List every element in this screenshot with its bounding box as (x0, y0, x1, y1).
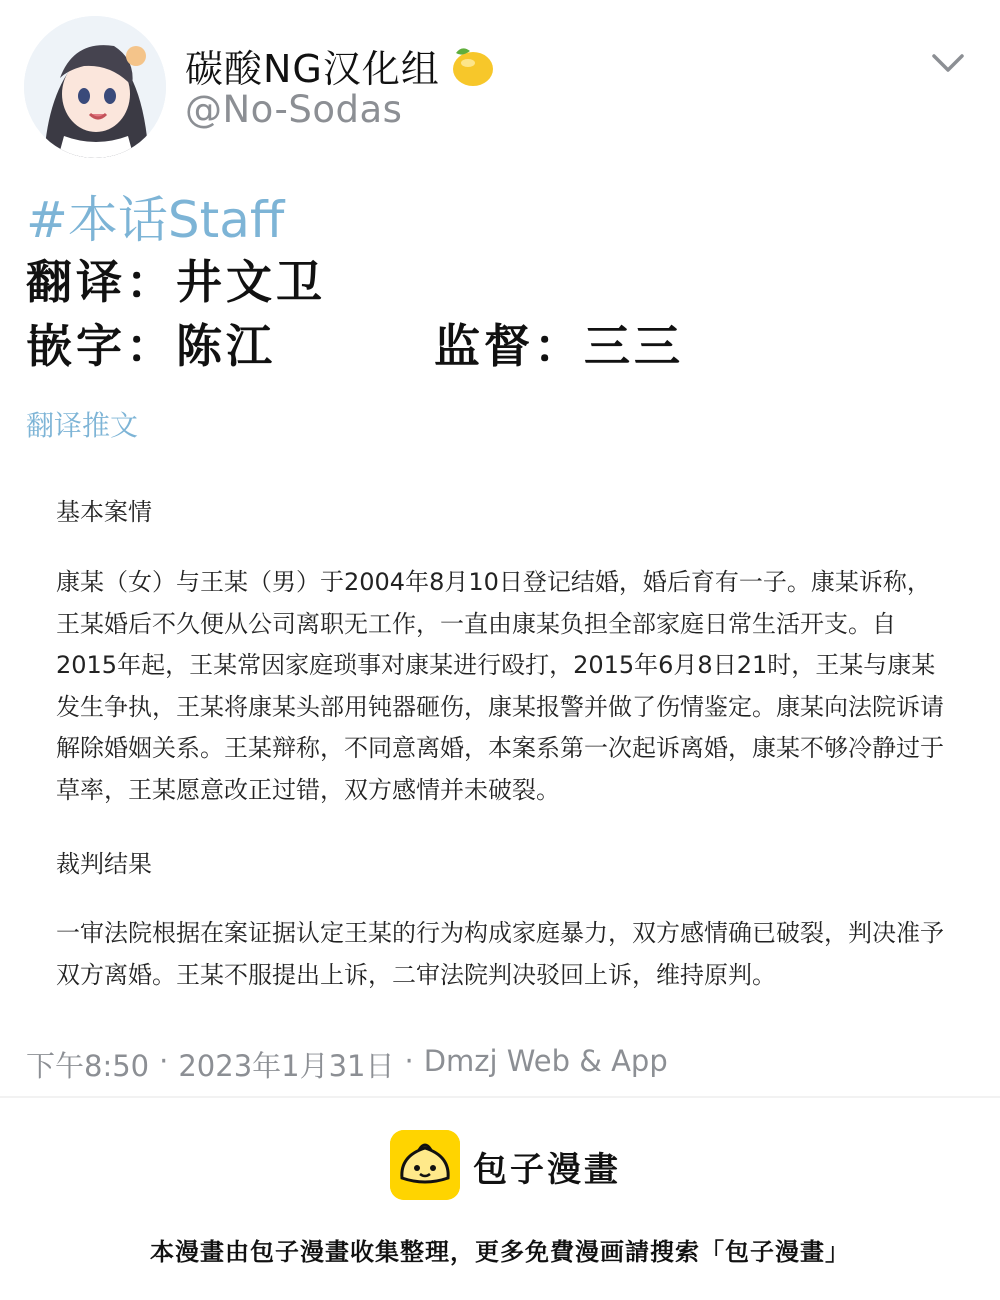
tweet-date[interactable]: 2023年1月31日 (178, 1049, 395, 1083)
tweet-meta (26, 1044, 668, 1085)
baozi-logo-icon[interactable] (390, 1130, 460, 1200)
meta-separator: · (404, 1044, 414, 1078)
anime-girl-avatar (24, 16, 166, 158)
name-line (185, 38, 496, 93)
display-name[interactable]: 碳酸NG汉化组 (185, 47, 440, 91)
meta-separator: · (159, 1044, 169, 1078)
case-heading: 基本案情 (56, 498, 152, 526)
tweet-source: Dmzj Web & App (423, 1044, 668, 1078)
tweet-time[interactable]: 下午8:50 (26, 1049, 150, 1083)
avatar[interactable] (24, 16, 166, 158)
judgment-paragraph: 一审法院根据在案证据认定王某的行为构成家庭暴力，双方感情确已破裂，判决准予双方离婚。王某不服提出上诉，二审法院判决驳回上诉，维持原判。 (56, 919, 944, 989)
case-paragraph: 康某（女）与王某（男）于2004年8月10日登记结婚，婚后育有一子。康某诉称，王某婚后不久便从公司离职无工作，一直由康某负担全部家庭日常生活开支。自2015年起，王某常因家庭琐事对康某进行殴打，2015年6月8日21时，王某与康某发生争执，王某将康某头部用钝器砸伤，康某报警并做了伤情鉴定。康某向法院诉请解除婚姻关系。王某辩称，不同意离婚，本案系第一次起诉离婚，康某不够冷静过于草率，王某愿意改正过错，双方感情并未破裂。 (56, 568, 944, 804)
staff-typesetting: 嵌字：陈江 (26, 319, 276, 373)
translate-tweet-link[interactable]: 翻译推文 (26, 409, 139, 442)
staff-supervision: 监督：三三 (434, 319, 684, 373)
chevron-down-icon[interactable] (928, 48, 968, 78)
staff-translation: 翻译：井文卫 (26, 255, 326, 309)
lemon-emoji-icon (446, 43, 496, 89)
brand-name[interactable]: 包子漫畫 (473, 1150, 621, 1190)
judgment-heading: 裁判结果 (56, 850, 152, 878)
user-handle[interactable]: @No-Sodas (185, 88, 403, 131)
footer (0, 1098, 1000, 1300)
hashtag-link[interactable]: #本话Staff (26, 191, 285, 249)
collection-notice: 本漫畫由包子漫畫收集整理，更多免費漫画請搜索「包子漫畫」 (150, 1238, 850, 1266)
tweet-header (0, 0, 1000, 170)
